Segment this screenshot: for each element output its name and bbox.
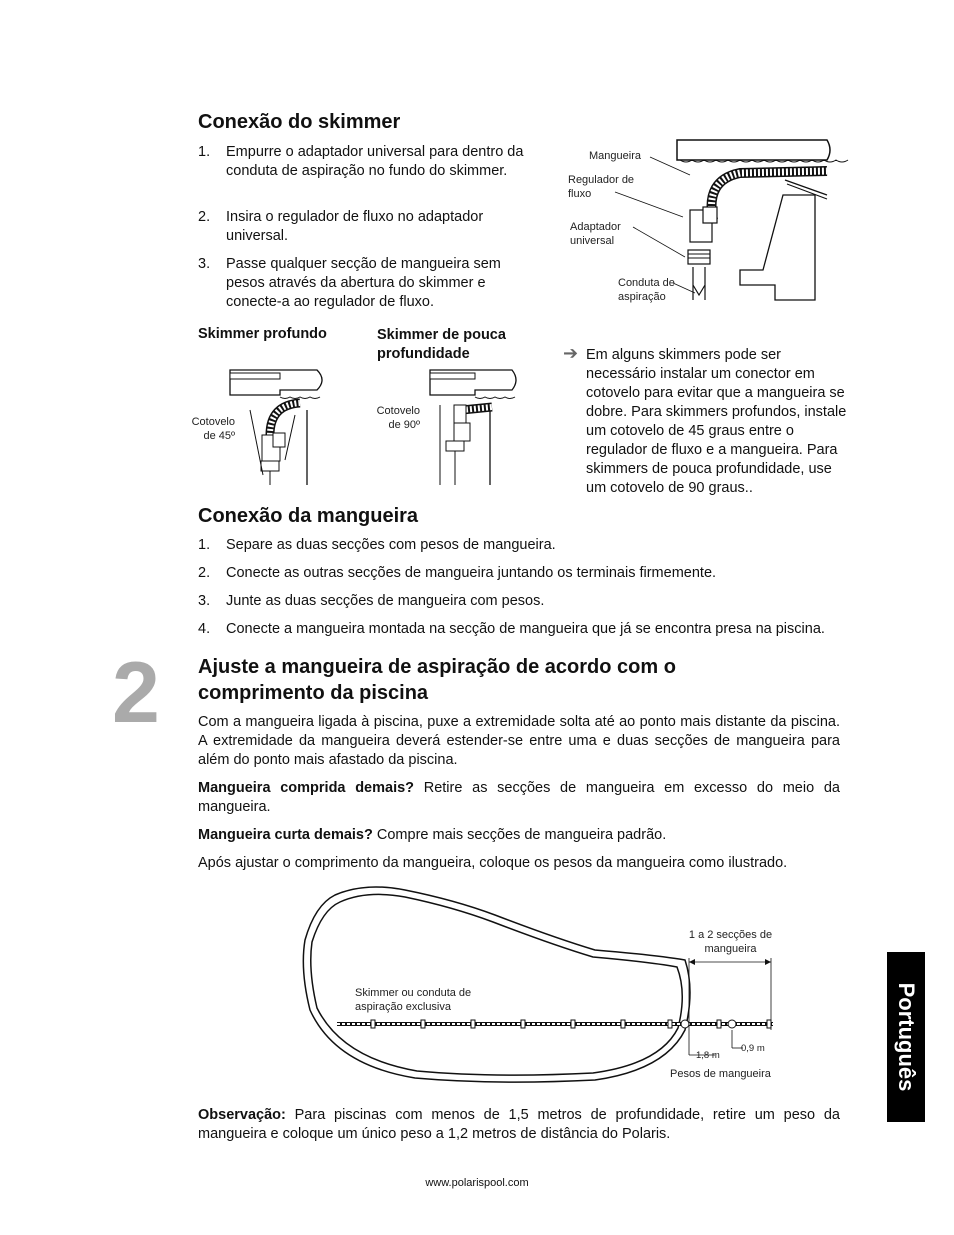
elbow-note: Em alguns skimmers pode ser necessário instalar um conector em cotovelo para evitar que a mangueira se dobre. Para skimmers profundos, instale um cotovelo de 45 graus entre o regulador de fluxo e a mangueira. Para skimmers de pouca profundidade, use um cotovelo de 90 graus.. — [586, 347, 847, 496]
label-skimmer-outlet: Skimmer ou conduta de aspiração exclusiva — [355, 987, 472, 1013]
deep-skimmer-diagram — [225, 365, 335, 487]
language-tab — [887, 952, 925, 1122]
label-0-9m: 0,9 m — [741, 1043, 765, 1054]
hose-section-title: Conexão da mangueira — [198, 505, 419, 527]
hose-too-long: Mangueira comprida demais? Retire as secções de mangueira em excesso do meio da mangueira. — [198, 780, 840, 815]
label-elbow-90: Cotovelo de 90º — [376, 405, 420, 431]
label-1-8m: 1,8 m — [696, 1050, 720, 1061]
shallow-skimmer-diagram — [420, 365, 530, 487]
label-weights: Pesos de mangueira — [670, 1068, 771, 1080]
deep-skimmer-title: Skimmer profundo — [198, 326, 327, 342]
label-mangueira: Mangueira — [589, 150, 641, 162]
hose-too-short: Mangueira curta demais? Compre mais secções de mangueira padrão. — [198, 827, 667, 843]
language-tab-label: Português — [894, 982, 919, 1092]
label-sections: 1 a 2 secções de mangueira — [688, 929, 773, 955]
arrow-right-icon: ➔ — [563, 343, 579, 363]
adjust-intro: Com a mangueira ligada à piscina, puxe a extremidade solta até ao ponto mais distante da piscina. A extremidade da mangueira deverá estender-se entre uma e duas secções de mangueira para além do ponto mais afastado da piscina. — [198, 714, 840, 768]
label-elbow-45: Cotovelo de 45º — [191, 416, 235, 442]
label-regulador: Regulador de fluxo — [568, 174, 635, 200]
skimmer-section-title: Conexão do skimmer — [198, 111, 401, 133]
label-adaptador: Adaptador universal — [570, 221, 621, 247]
step-number: 2 — [112, 645, 160, 741]
footer-url: www.polarispool.com — [425, 1177, 529, 1189]
adjust-section-title: Ajuste a mangueira de aspiração de acordo com o comprimento da piscina — [198, 656, 676, 704]
pool-hose-diagram — [295, 880, 795, 1090]
shallow-skimmer-title: Skimmer de pouca profundidade — [377, 327, 506, 362]
adjust-after: Após ajustar o comprimento da mangueira, coloque os pesos da mangueira como ilustrado. — [198, 855, 788, 871]
label-conduta: Conduta de aspiração — [618, 277, 675, 303]
observation-note: Observação: Para piscinas com menos de 1,5 metros de profundidade, retire um peso da mangueira e coloque um único peso a 1,2 metros de distância do Polaris. — [198, 1107, 840, 1142]
